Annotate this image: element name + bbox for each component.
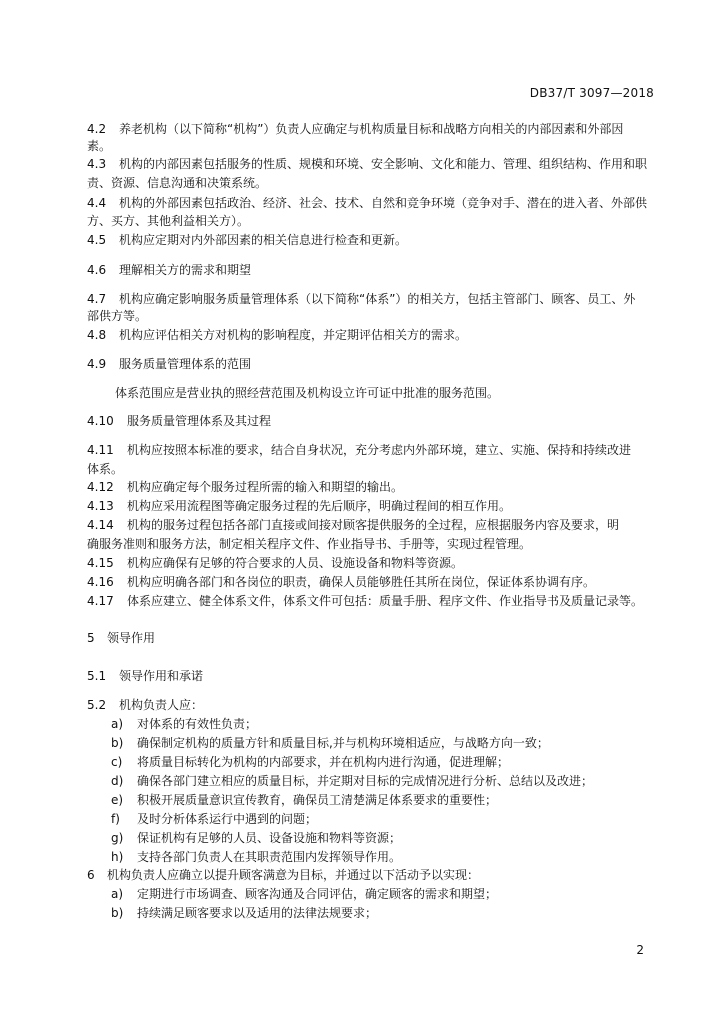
clause-number: 4.16 bbox=[87, 575, 114, 589]
list-item bbox=[111, 812, 317, 826]
clause-line bbox=[87, 480, 403, 494]
clause-text: 机构负责人应确立以提升顾客满意为目标，并通过以下活动予以实现： bbox=[107, 868, 480, 882]
clause-line bbox=[87, 309, 147, 323]
clause-line bbox=[87, 233, 407, 247]
clause-number: 4.3 bbox=[87, 157, 107, 171]
clause-text: 服务质量管理体系的范围 bbox=[119, 357, 252, 371]
clause-number: 5 bbox=[87, 631, 95, 645]
clause-number: 4.10 bbox=[87, 414, 114, 428]
clause-text: 体系应建立、健全体系文件，体系文件可包括：质量手册、程序文件、作业指导书及质量记录等。 bbox=[127, 594, 644, 608]
clause-number: 4.7 bbox=[87, 292, 107, 306]
clause-text: 体系范围应是营业执的照经营范围及机构设立许可证中批准的服务范围。 bbox=[115, 386, 500, 400]
list-item bbox=[111, 793, 497, 807]
clause-text: 机构应明确各部门和各岗位的职责，确保人员能够胜任其所在岗位，保证体系协调有序。 bbox=[127, 575, 596, 589]
clause-text: 养老机构（以下简称“机构”）负责人应确定与机构质量目标和战略方向相关的内部因素和外部因 bbox=[119, 122, 624, 136]
list-item-text: 将质量目标转化为机构的内部要求，并在机构内进行沟通，促进理解； bbox=[137, 755, 510, 769]
clause-text: 确服务准则和服务方法，制定相关程序文件、作业指导书、手册等，实现过程管理。 bbox=[87, 537, 532, 551]
list-item-text: 及时分析体系运行中遇到的问题； bbox=[137, 812, 318, 826]
list-item bbox=[111, 831, 401, 845]
clause-line bbox=[87, 537, 531, 551]
list-item-text: 支持各部门负责人在其职责范围内发挥领导作用。 bbox=[137, 850, 402, 864]
clause-line bbox=[87, 122, 623, 136]
list-marker: a) bbox=[111, 717, 124, 731]
clause-text: 方、买方、其他利益相关方）。 bbox=[87, 214, 250, 228]
clause-line bbox=[87, 499, 511, 513]
clause-text: 领导作用和承诺 bbox=[119, 669, 204, 683]
clause-number: 5.2 bbox=[87, 698, 107, 712]
list-item-text: 确保制定机构的质量方针和质量目标,并与机构环境相适应，与战略方向一致； bbox=[137, 736, 549, 750]
clause-text: 理解相关方的需求和期望 bbox=[119, 263, 252, 277]
clause-line bbox=[87, 518, 619, 532]
clause-line bbox=[87, 176, 267, 190]
list-item-text: 持续满足顾客要求以及适用的法律法规要求； bbox=[137, 906, 378, 920]
list-item bbox=[111, 850, 401, 864]
clause-heading bbox=[87, 357, 251, 371]
clause-number: 4.17 bbox=[87, 594, 114, 608]
clause-heading bbox=[87, 669, 203, 683]
clause-heading bbox=[87, 263, 251, 277]
list-item bbox=[111, 906, 377, 920]
clause-text: 服务质量管理体系及其过程 bbox=[127, 414, 272, 428]
document-code: DB37/T 3097—2018 bbox=[529, 86, 654, 100]
list-marker: e) bbox=[111, 793, 124, 807]
clause-number: 4.5 bbox=[87, 233, 107, 247]
clause-text: 部供方等。 bbox=[87, 309, 148, 323]
clause-text: 机构应评估相关方对机构的影响程度，并定期评估相关方的需求。 bbox=[119, 328, 468, 342]
clause-number: 4.11 bbox=[87, 443, 114, 457]
section-line bbox=[87, 868, 479, 882]
clause-text: 机构应确定影响服务质量管理体系（以下简称“体系”）的相关方，包括主管部门、顾客、员工、外 bbox=[119, 292, 636, 306]
clause-line bbox=[87, 157, 647, 171]
list-marker: a) bbox=[111, 887, 124, 901]
clause-line bbox=[87, 575, 595, 589]
clause-text: 机构的服务过程包括各部门直接或间接对顾客提供服务的全过程，应根据服务内容及要求，明 bbox=[127, 518, 620, 532]
clause-line bbox=[87, 196, 647, 210]
list-marker: h) bbox=[111, 850, 124, 864]
clause-number: 4.14 bbox=[87, 518, 114, 532]
clause-number: 4.8 bbox=[87, 328, 107, 342]
clause-text: 机构的外部因素包括政治、经济、社会、技术、自然和竞争环境（竞争对手、潜在的进入者、外部供 bbox=[119, 196, 648, 210]
list-item bbox=[111, 887, 497, 901]
list-marker: b) bbox=[111, 906, 124, 920]
clause-number: 4.15 bbox=[87, 556, 114, 570]
list-item bbox=[111, 736, 549, 750]
list-marker: d) bbox=[111, 774, 124, 788]
page-number: 2 bbox=[636, 943, 644, 957]
clause-line bbox=[87, 462, 123, 476]
clause-line bbox=[87, 698, 203, 712]
list-item-text: 积极开展质量意识宣传教育，确保员工清楚满足体系要求的重要性； bbox=[137, 793, 498, 807]
clause-text: 机构应按照本标准的要求，结合自身状况，充分考虑内外部环境，建立、实施、保持和持续改进 bbox=[127, 443, 632, 457]
section-heading bbox=[87, 631, 155, 645]
list-marker: b) bbox=[111, 736, 124, 750]
clause-number: 4.4 bbox=[87, 196, 107, 210]
list-marker: c) bbox=[111, 755, 123, 769]
clause-text: 机构负责人应： bbox=[119, 698, 204, 712]
list-item-text: 定期进行市场调查、顾客沟通及合同评估，确定顾客的需求和期望； bbox=[137, 887, 498, 901]
clause-line bbox=[87, 214, 249, 228]
clause-number: 4.6 bbox=[87, 263, 107, 277]
clause-line bbox=[87, 556, 463, 570]
clause-line bbox=[87, 594, 643, 608]
clause-text: 素。 bbox=[87, 139, 112, 153]
clause-number: 4.12 bbox=[87, 480, 114, 494]
clause-paragraph bbox=[115, 386, 499, 400]
clause-text: 体系。 bbox=[87, 462, 124, 476]
clause-text: 领导作用 bbox=[107, 631, 156, 645]
clause-text: 机构应确定每个服务过程所需的输入和期望的输出。 bbox=[127, 480, 404, 494]
list-item-text: 对体系的有效性负责； bbox=[137, 717, 258, 731]
list-marker: f) bbox=[111, 812, 120, 826]
list-marker: g) bbox=[111, 831, 124, 845]
list-item bbox=[111, 755, 509, 769]
list-item bbox=[111, 774, 593, 788]
clause-number: 4.2 bbox=[87, 122, 107, 136]
clause-text: 机构的内部因素包括服务的性质、规模和环境、安全影响、文化和能力、管理、组织结构、作用和职 bbox=[119, 157, 648, 171]
clause-number: 5.1 bbox=[87, 669, 107, 683]
list-item-text: 确保各部门建立相应的质量目标，并定期对目标的完成情况进行分析、总结以及改进； bbox=[137, 774, 594, 788]
clause-line bbox=[87, 328, 467, 342]
list-item bbox=[111, 717, 257, 731]
clause-text: 责、资源、信息沟通和决策系统。 bbox=[87, 176, 268, 190]
clause-line bbox=[87, 139, 111, 153]
clause-number: 4.13 bbox=[87, 499, 114, 513]
clause-heading bbox=[87, 414, 271, 428]
clause-text: 机构应定期对内外部因素的相关信息进行检查和更新。 bbox=[119, 233, 408, 247]
clause-line bbox=[87, 292, 635, 306]
list-item-text: 保证机构有足够的人员、设备设施和物料等资源； bbox=[137, 831, 402, 845]
clause-number: 6 bbox=[87, 868, 95, 882]
clause-line bbox=[87, 443, 631, 457]
clause-text: 机构应确保有足够的符合要求的人员、设施设备和物料等资源。 bbox=[127, 556, 464, 570]
clause-number: 4.9 bbox=[87, 357, 107, 371]
clause-text: 机构应采用流程图等确定服务过程的先后顺序，明确过程间的相互作用。 bbox=[127, 499, 512, 513]
